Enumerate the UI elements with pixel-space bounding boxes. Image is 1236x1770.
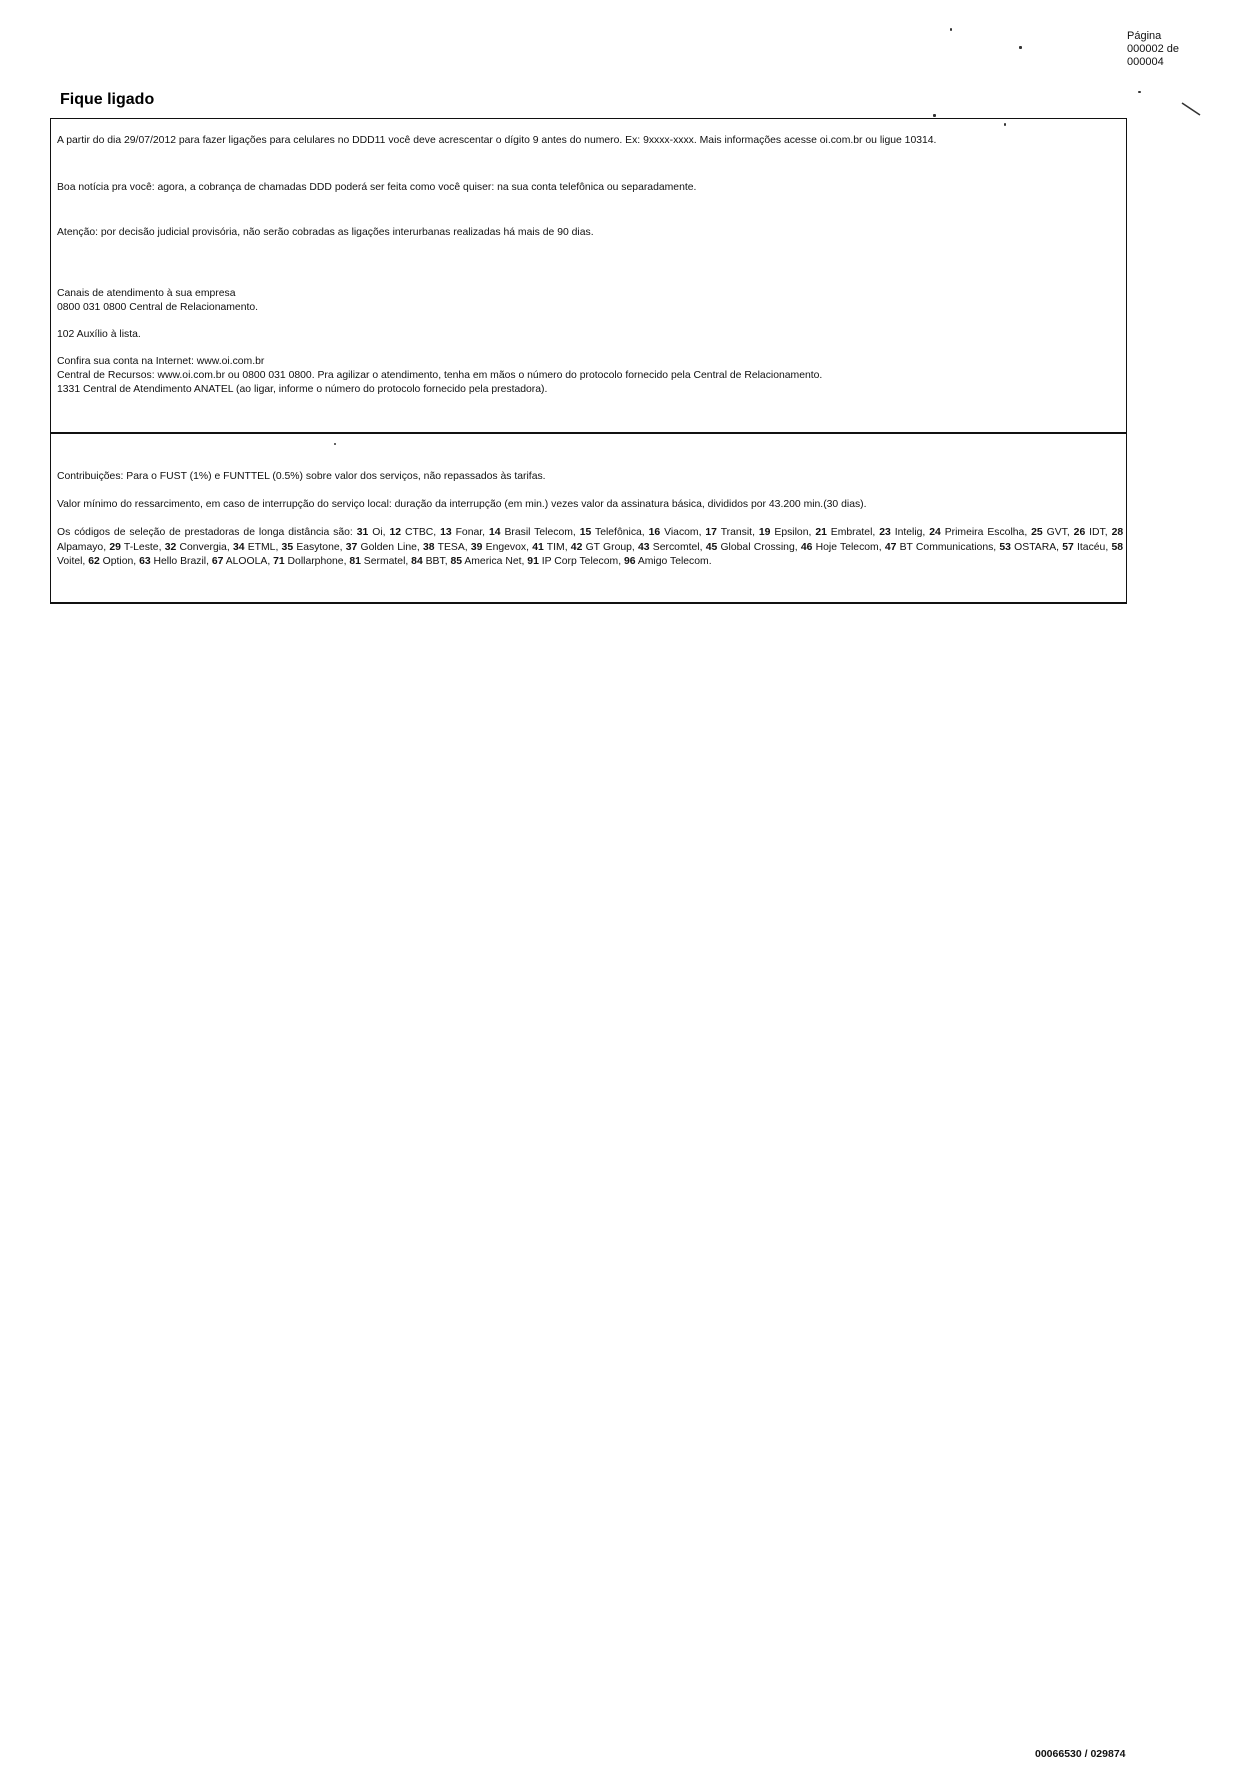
carrier-code-item: 81 Sermatel, — [349, 556, 409, 567]
scan-mark — [1180, 100, 1202, 118]
carrier-code: 13 — [440, 527, 452, 538]
carrier-name: Intelig — [890, 527, 923, 538]
carrier-code-item: 58 Voitel, — [57, 541, 1124, 567]
scan-speck — [950, 28, 952, 31]
channels-heading: Canais de atendimento à sua empresa — [57, 288, 236, 299]
carrier-code: 67 — [211, 556, 224, 567]
carrier-code: 26 — [1073, 527, 1086, 538]
carrier-name: America Net — [462, 556, 522, 567]
carrier-name: TIM — [543, 541, 565, 553]
scan-speck — [1019, 46, 1022, 49]
carrier-name: GT Group — [582, 541, 632, 553]
carrier-name: Sercomtel — [649, 541, 700, 553]
carrier-code: 31 — [356, 527, 369, 538]
carrier-code-item: 19 Epsilon, — [758, 527, 812, 538]
carrier-code: 85 — [450, 556, 463, 567]
carrier-code-item: 46 Hoje Telecom, — [800, 541, 882, 553]
carrier-name: Itacéu — [1073, 541, 1106, 553]
carrier-code-item: 96 Amigo Telecom. — [623, 556, 712, 567]
carrier-code-item: 12 CTBC, — [389, 527, 437, 538]
carrier-code-item: 42 GT Group, — [570, 541, 635, 553]
section-title: Fique ligado — [60, 91, 155, 108]
carrier-code: 25 — [1031, 527, 1043, 538]
carrier-code: 24 — [929, 527, 941, 538]
document-code: 00066530 / 029874 — [1035, 1748, 1126, 1760]
carrier-name: Option — [99, 556, 134, 567]
carrier-code-item: 29 T-Leste, — [109, 541, 162, 553]
carrier-name: BBT — [422, 556, 445, 567]
carrier-code: 21 — [815, 527, 827, 538]
carrier-code: 38 — [423, 541, 435, 553]
page-counter — [1127, 30, 1227, 69]
carrier-code: 53 — [999, 541, 1011, 553]
carrier-code: 14 — [488, 527, 501, 538]
carrier-code-item: 43 Sercomtel, — [638, 541, 703, 553]
carrier-code-item: 62 Option, — [88, 556, 137, 567]
carrier-code: 23 — [879, 527, 891, 538]
carrier-name: Hello Brazil — [150, 556, 207, 567]
carrier-code: 15 — [579, 527, 592, 538]
carrier-name: Alpamayo — [57, 541, 104, 553]
carrier-code: 58 — [1111, 541, 1124, 553]
carrier-name: Epsilon — [770, 527, 809, 538]
carrier-name: Dollarphone — [284, 556, 344, 567]
page-label: Página — [1127, 30, 1162, 42]
carrier-code: 81 — [349, 556, 361, 567]
carrier-code: 57 — [1062, 541, 1074, 553]
carrier-code-item: 21 Embratel, — [815, 527, 876, 538]
scan-speck — [334, 443, 336, 445]
carrier-name: ALOOLA — [223, 556, 268, 567]
carrier-code-item: 67 ALOOLA, — [211, 556, 271, 567]
carrier-name: T-Leste — [120, 541, 159, 553]
legal-refund: Valor mínimo do ressarcimento, em caso de interrupção do serviço local: duração da interrupção (em min.) vezes valor da assinatura básica, divididos por 43.200 min.(30 dias). — [57, 499, 867, 510]
carrier-code: 63 — [139, 556, 151, 567]
carrier-code-item: 25 GVT, — [1031, 527, 1070, 538]
carrier-codes-intro: Os códigos de seleção de prestadoras de longa distância são: — [57, 527, 353, 538]
scan-speck — [1004, 123, 1006, 126]
carrier-code-item: 57 Itacéu, — [1062, 541, 1109, 553]
carrier-name: BT Communications — [896, 541, 994, 553]
legal-contributions: Contribuições: Para o FUST (1%) e FUNTTEL (0.5%) sobre valor dos serviços, não repassados às tarifas. — [57, 471, 546, 482]
carrier-name: CTBC — [401, 527, 434, 538]
carrier-code-item: 38 TESA, — [423, 541, 468, 553]
carrier-code-item: 39 Engevox, — [470, 541, 529, 553]
carrier-code: 46 — [800, 541, 813, 553]
notice-ddd-billing: Boa notícia pra você: agora, a cobrança de chamadas DDD poderá ser feita como você quiser: na sua conta telefônica ou separadamente. — [57, 182, 697, 193]
carrier-code-item: 16 Viacom, — [648, 527, 702, 538]
carrier-code: 91 — [527, 556, 539, 567]
carrier-name: Convergia — [176, 541, 227, 553]
carrier-code-item: 31 Oi, — [356, 527, 386, 538]
carrier-code: 47 — [884, 541, 897, 553]
carrier-name: Hoje Telecom — [812, 541, 879, 553]
notice-court-decision: Atenção: por decisão judicial provisória, não serão cobradas as ligações interurbanas realizadas há mais de 90 dias. — [57, 227, 594, 238]
carrier-name: TESA — [434, 541, 465, 553]
carrier-code-item: 71 Dollarphone, — [273, 556, 347, 567]
carrier-name: Brasil Telecom — [500, 527, 573, 538]
carrier-name: Voitel — [57, 556, 83, 567]
carrier-code: 37 — [345, 541, 358, 553]
carrier-name: IDT — [1085, 527, 1105, 538]
carrier-code-item: 53 OSTARA, — [999, 541, 1060, 553]
carrier-codes-paragraph — [57, 526, 1123, 570]
carrier-code: 45 — [705, 541, 718, 553]
carrier-code-item: 17 Transit, — [705, 527, 755, 538]
carrier-code: 41 — [532, 541, 544, 553]
carrier-name: Easytone — [293, 541, 340, 553]
carrier-code: 39 — [470, 541, 483, 553]
carrier-code-item: 23 Intelig, — [879, 527, 926, 538]
carrier-code-item: 35 Easytone, — [281, 541, 343, 553]
carrier-code-item: 32 Convergia, — [164, 541, 230, 553]
channel-internet: Confira sua conta na Internet: www.oi.com.br — [57, 356, 265, 367]
carrier-name: Amigo Telecom — [635, 556, 709, 567]
scan-speck — [933, 114, 936, 117]
carrier-code-item: 24 Primeira Escolha, — [929, 527, 1028, 538]
carrier-code: 62 — [88, 556, 100, 567]
carrier-name: Global Crossing — [717, 541, 795, 553]
carrier-name: GVT — [1042, 527, 1067, 538]
channel-anatel: 1331 Central de Atendimento ANATEL (ao ligar, informe o número do protocolo fornecido pela prestadora). — [57, 384, 548, 395]
carrier-code: 16 — [648, 527, 661, 538]
channel-directory: 102 Auxílio à lista. — [57, 329, 141, 340]
carrier-code-item: 34 ETML, — [232, 541, 279, 553]
carrier-name: Oi — [368, 527, 383, 538]
carrier-code: 35 — [281, 541, 294, 553]
page-number: 000002 de — [1127, 43, 1179, 55]
carrier-code: 12 — [389, 527, 402, 538]
carrier-code: 43 — [638, 541, 650, 553]
carrier-name: Viacom — [660, 527, 699, 538]
carrier-name: ETML — [244, 541, 276, 553]
carrier-name: Embratel — [826, 527, 873, 538]
carrier-code-item: 85 America Net, — [450, 556, 525, 567]
carrier-code-item: 13 Fonar, — [440, 527, 486, 538]
carrier-code-item: 14 Brasil Telecom, — [488, 527, 576, 538]
carrier-code: 71 — [273, 556, 285, 567]
carrier-name: Golden Line — [357, 541, 417, 553]
carrier-code: 32 — [164, 541, 177, 553]
carrier-code-item: 15 Telefônica, — [579, 527, 645, 538]
carrier-code-item: 28 Alpamayo, — [57, 527, 1124, 553]
carrier-name: Engevox — [482, 541, 527, 553]
channel-central: 0800 031 0800 Central de Relacionamento. — [57, 302, 259, 313]
carrier-code-item: 63 Hello Brazil, — [139, 556, 209, 567]
carrier-name: Telefônica — [591, 527, 642, 538]
carrier-code: 17 — [705, 527, 717, 538]
carrier-name: Primeira Escolha — [940, 527, 1025, 538]
carrier-code-item: 91 IP Corp Telecom, — [527, 556, 622, 567]
carrier-name: IP Corp Telecom — [538, 556, 619, 567]
notices-box — [50, 118, 1127, 434]
scan-speck — [1138, 91, 1141, 93]
page-total: 000004 — [1127, 56, 1164, 68]
carrier-code-item: 26 IDT, — [1073, 527, 1108, 538]
carrier-name: OSTARA — [1010, 541, 1057, 553]
notice-ddd11: A partir do dia 29/07/2012 para fazer ligações para celulares no DDD11 você deve acrescentar o dígito 9 antes do numero. Ex: 9xxxx-xxxx. Mais informações acesse oi.com.br ou ligue 10314. — [57, 135, 937, 146]
carrier-code: 28 — [1111, 527, 1124, 538]
carrier-name: Fonar — [451, 527, 483, 538]
carrier-code-item: 84 BBT, — [411, 556, 448, 567]
legal-box — [50, 434, 1127, 604]
carrier-code: 34 — [232, 541, 245, 553]
carrier-name: Sermatel — [360, 556, 406, 567]
carrier-code-item: 37 Golden Line, — [345, 541, 420, 553]
carrier-code-item: 47 BT Communications, — [884, 541, 997, 553]
carrier-name: Transit — [716, 527, 753, 538]
carrier-code: 84 — [411, 556, 423, 567]
carrier-code-item: 41 TIM, — [532, 541, 568, 553]
carrier-code: 96 — [623, 556, 636, 567]
carrier-code-item: 45 Global Crossing, — [705, 541, 798, 553]
carrier-code: 19 — [758, 527, 771, 538]
channel-resources: Central de Recursos: www.oi.com.br ou 0800 031 0800. Pra agilizar o atendimento, tenha em mãos o número do protocolo fornecido pela Central de Relacionamento. — [57, 370, 823, 381]
carrier-code: 42 — [570, 541, 583, 553]
carrier-code: 29 — [109, 541, 121, 553]
